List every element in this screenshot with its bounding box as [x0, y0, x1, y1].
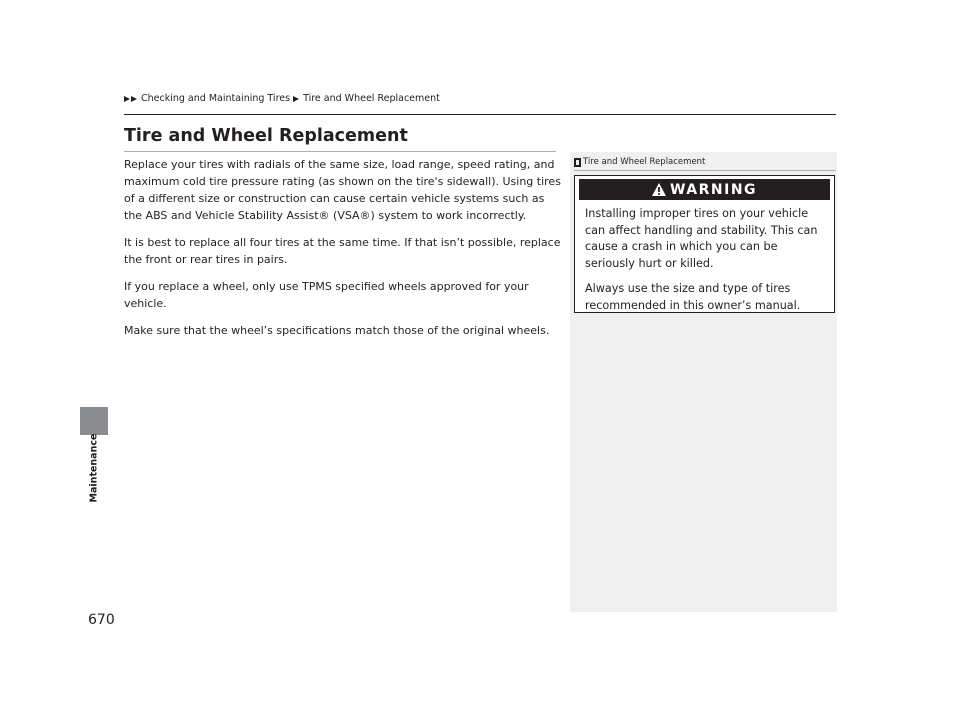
- double-arrow-icon: [124, 96, 138, 102]
- note-marker-icon: [574, 158, 581, 167]
- sidebar-divider: [574, 170, 836, 171]
- section-tab-marker: [80, 407, 108, 435]
- sidebar-heading-text: Tire and Wheel Replacement: [583, 157, 706, 167]
- title-divider: [124, 151, 556, 152]
- page-title: Tire and Wheel Replacement: [124, 126, 408, 146]
- arrow-icon: [293, 96, 300, 102]
- warning-label: WARNING: [669, 181, 758, 198]
- warning-header: [579, 179, 830, 200]
- body-text: [124, 156, 564, 349]
- warning-text: [585, 206, 830, 323]
- paragraph: Make sure that the wheel’s specifications match those of the original wheels.: [124, 324, 550, 337]
- section-tab-label: Maintenance: [88, 433, 100, 503]
- warning-paragraph: Always use the size and type of tires recommended in this owner’s manual.: [585, 282, 801, 312]
- breadcrumb-item[interactable]: Tire and Wheel Replacement: [303, 93, 440, 104]
- warning-triangle-icon: [652, 183, 666, 196]
- sidebar-note: [570, 152, 837, 612]
- page-number: 670: [88, 612, 115, 628]
- warning-paragraph: Installing improper tires on your vehicle can affect handling and stability. This can cause a crash in which you can be seriously hurt or killed.: [585, 207, 818, 270]
- warning-box: [574, 175, 835, 313]
- header-divider: [124, 114, 836, 115]
- paragraph: It is best to replace all four tires at the same time. If that isn’t possible, replace the front or rear tires in pairs.: [124, 236, 561, 266]
- breadcrumb: [124, 93, 440, 104]
- breadcrumb-item[interactable]: Checking and Maintaining Tires: [141, 93, 291, 104]
- paragraph: Replace your tires with radials of the same size, load range, speed rating, and maximum cold tire pressure rating (as shown on the tire's sidewall). Using tires of a different size or construction can cause certain vehicle systems such as the ABS and Vehicle Stability Assist® (VSA®) system to work incorrectly.: [124, 158, 561, 222]
- sidebar-heading: [574, 157, 705, 167]
- paragraph: If you replace a wheel, only use TPMS specified wheels approved for your vehicle.: [124, 280, 529, 310]
